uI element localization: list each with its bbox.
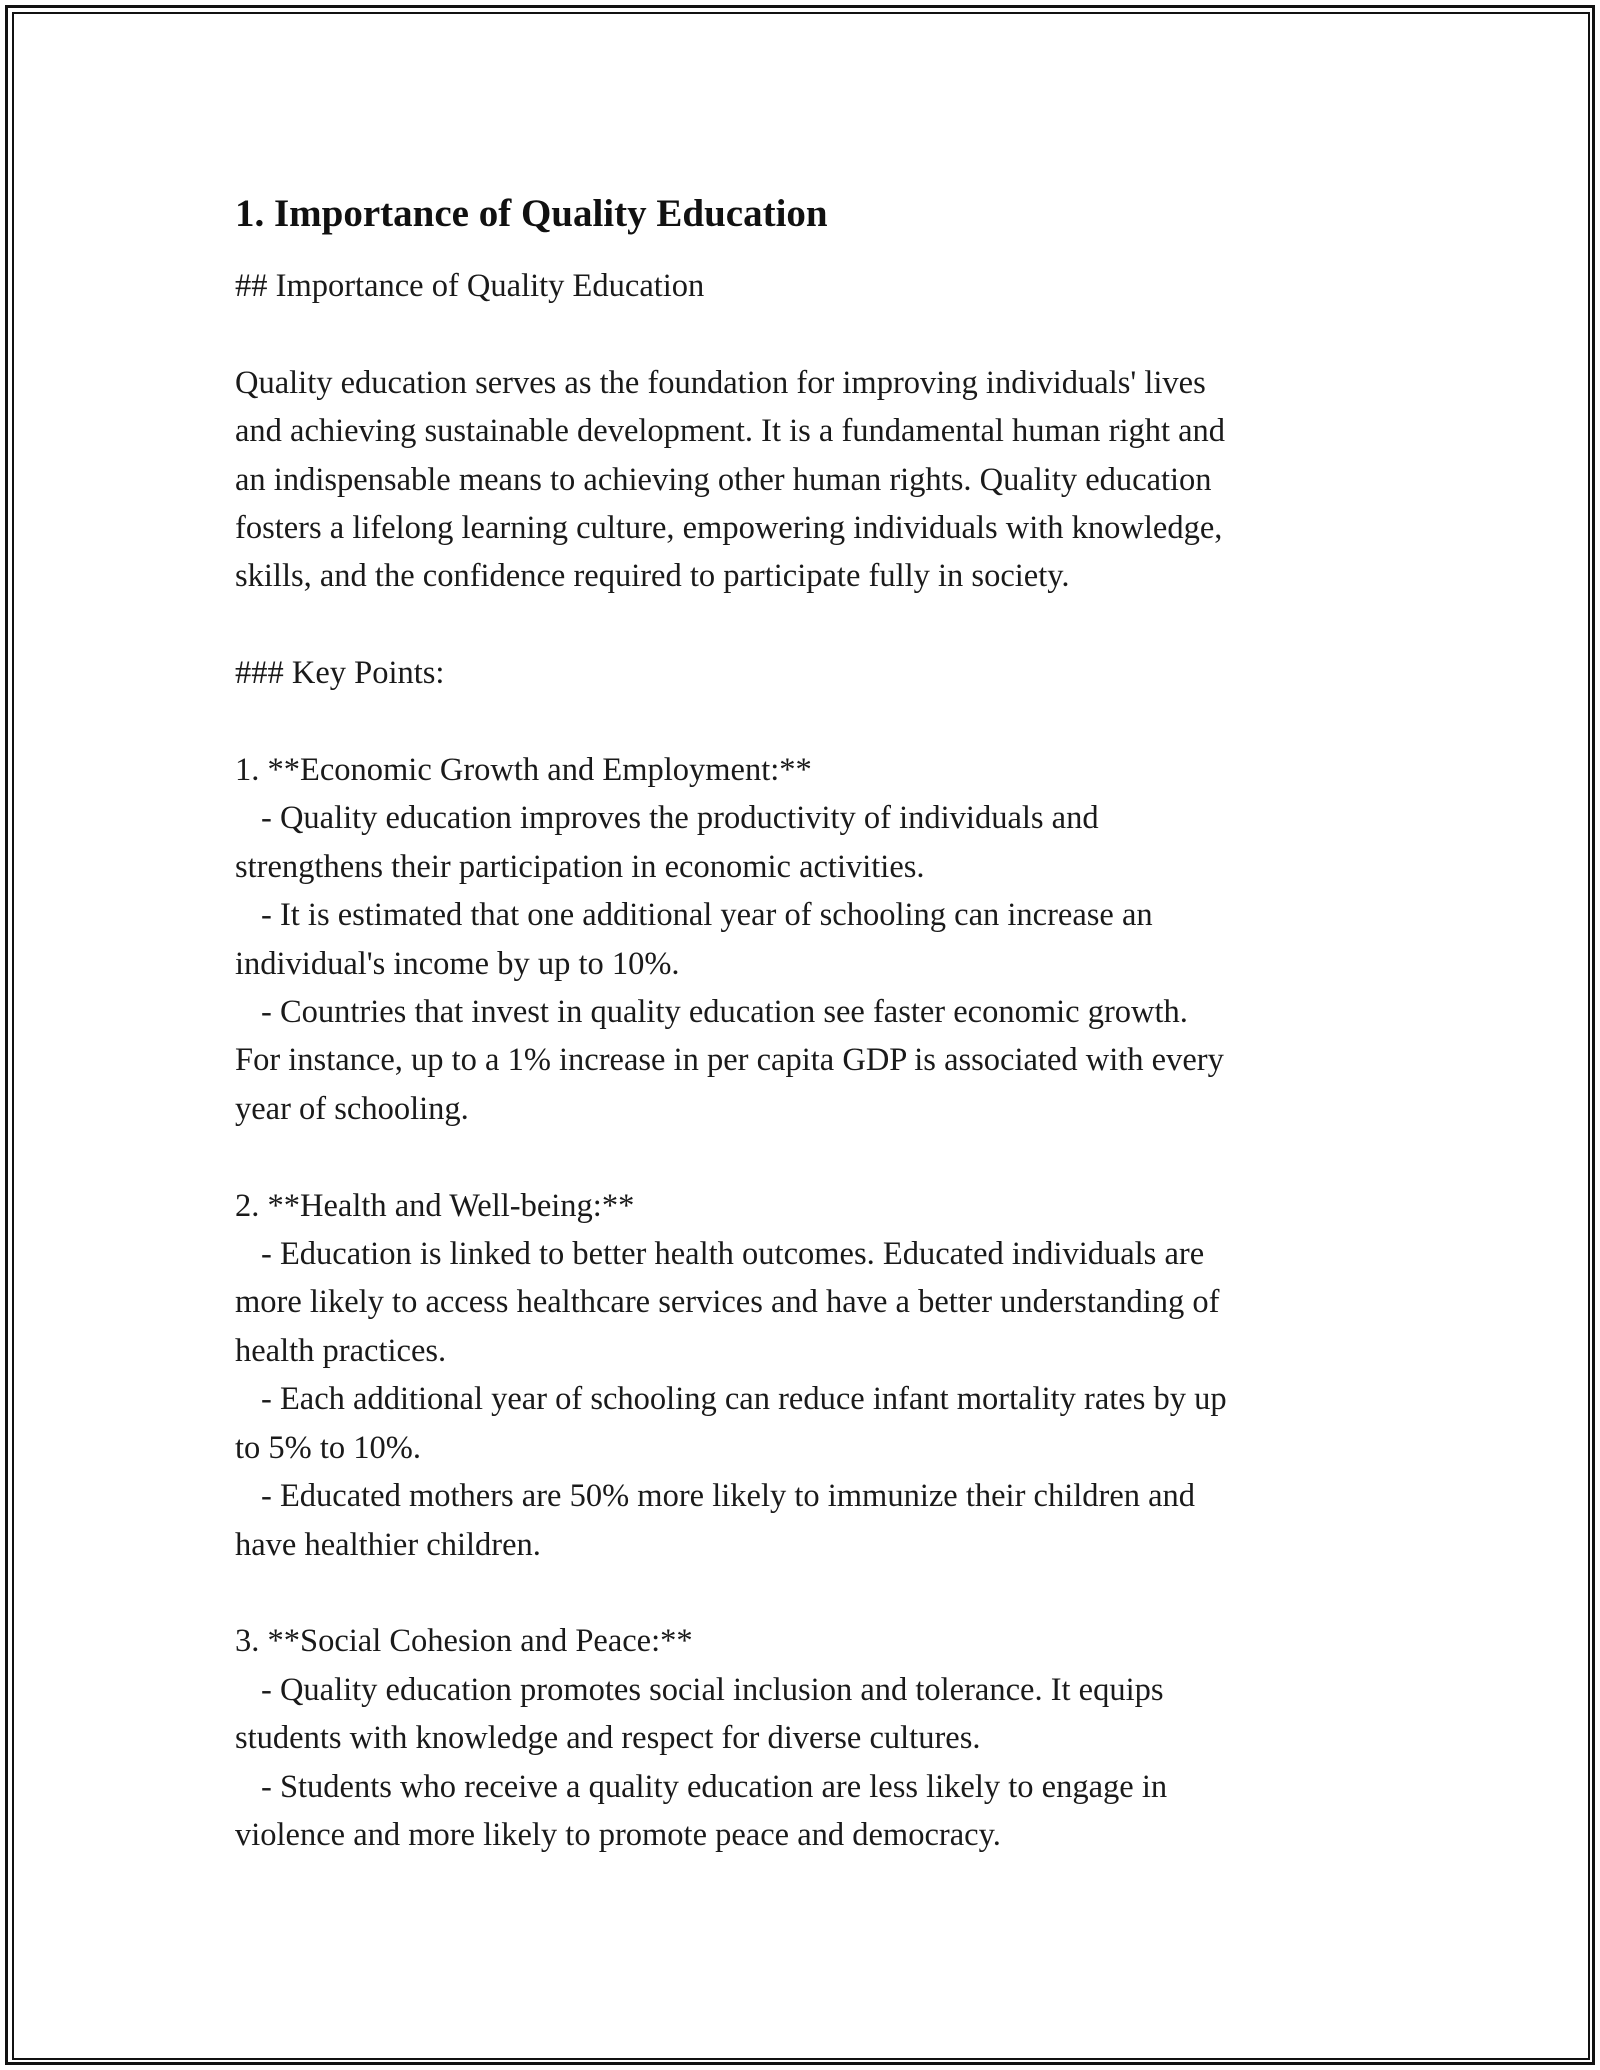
text-line: ## Importance of Quality Education xyxy=(235,268,705,304)
blank-line xyxy=(235,310,1365,358)
text-line: Quality education serves as the foundation for improving individuals' lives xyxy=(235,364,1206,401)
text-line: - Quality education promotes social inclusion and tolerance. It equips xyxy=(261,1671,1164,1708)
text-line: have healthier children. xyxy=(235,1526,541,1563)
text-line: year of schooling. xyxy=(235,1090,469,1127)
text-line: fosters a lifelong learning culture, empowering individuals with knowledge, xyxy=(235,510,1223,547)
text-line: ### Key Points: xyxy=(235,655,445,692)
text-line: more likely to access healthcare services and have a better understanding of xyxy=(235,1284,1220,1321)
text-line: - Quality education improves the productivity of individuals and xyxy=(261,800,1099,837)
text-line: - Each additional year of schooling can reduce infant mortality rates by up xyxy=(261,1381,1227,1418)
document-content xyxy=(235,188,1365,1859)
blank-line xyxy=(235,1133,1365,1181)
text-line: - Countries that invest in quality education see faster economic growth. xyxy=(261,994,1188,1031)
text-line: - It is estimated that one additional year of schooling can increase an xyxy=(261,897,1153,934)
text-line: strengthens their participation in economic activities. xyxy=(235,848,925,885)
text-line: For instance, up to a 1% increase in per capita GDP is associated with every xyxy=(235,1042,1224,1079)
text-line: students with knowledge and respect for diverse cultures. xyxy=(235,1720,981,1757)
text-line: - Educated mothers are 50% more likely to immunize their children and xyxy=(261,1478,1196,1515)
document-title: 1. Importance of Quality Education xyxy=(235,192,828,235)
document-body xyxy=(235,262,1365,1859)
text-line: 1. **Economic Growth and Employment:** xyxy=(235,752,812,789)
text-line: - Students who receive a quality education are less likely to engage in xyxy=(261,1768,1168,1805)
text-line: violence and more likely to promote peace and democracy. xyxy=(235,1816,1001,1853)
text-line: 2. **Health and Well-being:** xyxy=(235,1187,635,1224)
text-line: skills, and the confidence required to participate fully in society. xyxy=(235,558,1070,595)
text-line: health practices. xyxy=(235,1332,447,1369)
text-line: - Education is linked to better health outcomes. Educated individuals are xyxy=(261,1236,1205,1273)
text-line: 3. **Social Cohesion and Peace:** xyxy=(235,1623,693,1660)
text-line: to 5% to 10%. xyxy=(235,1429,421,1466)
text-line: an indispensable means to achieving other human rights. Quality education xyxy=(235,461,1212,498)
text-line: individual's income by up to 10%. xyxy=(235,945,680,982)
blank-line xyxy=(235,698,1365,746)
text-line: and achieving sustainable development. It is a fundamental human right and xyxy=(235,413,1226,450)
blank-line xyxy=(235,1569,1365,1617)
blank-line xyxy=(235,601,1365,649)
